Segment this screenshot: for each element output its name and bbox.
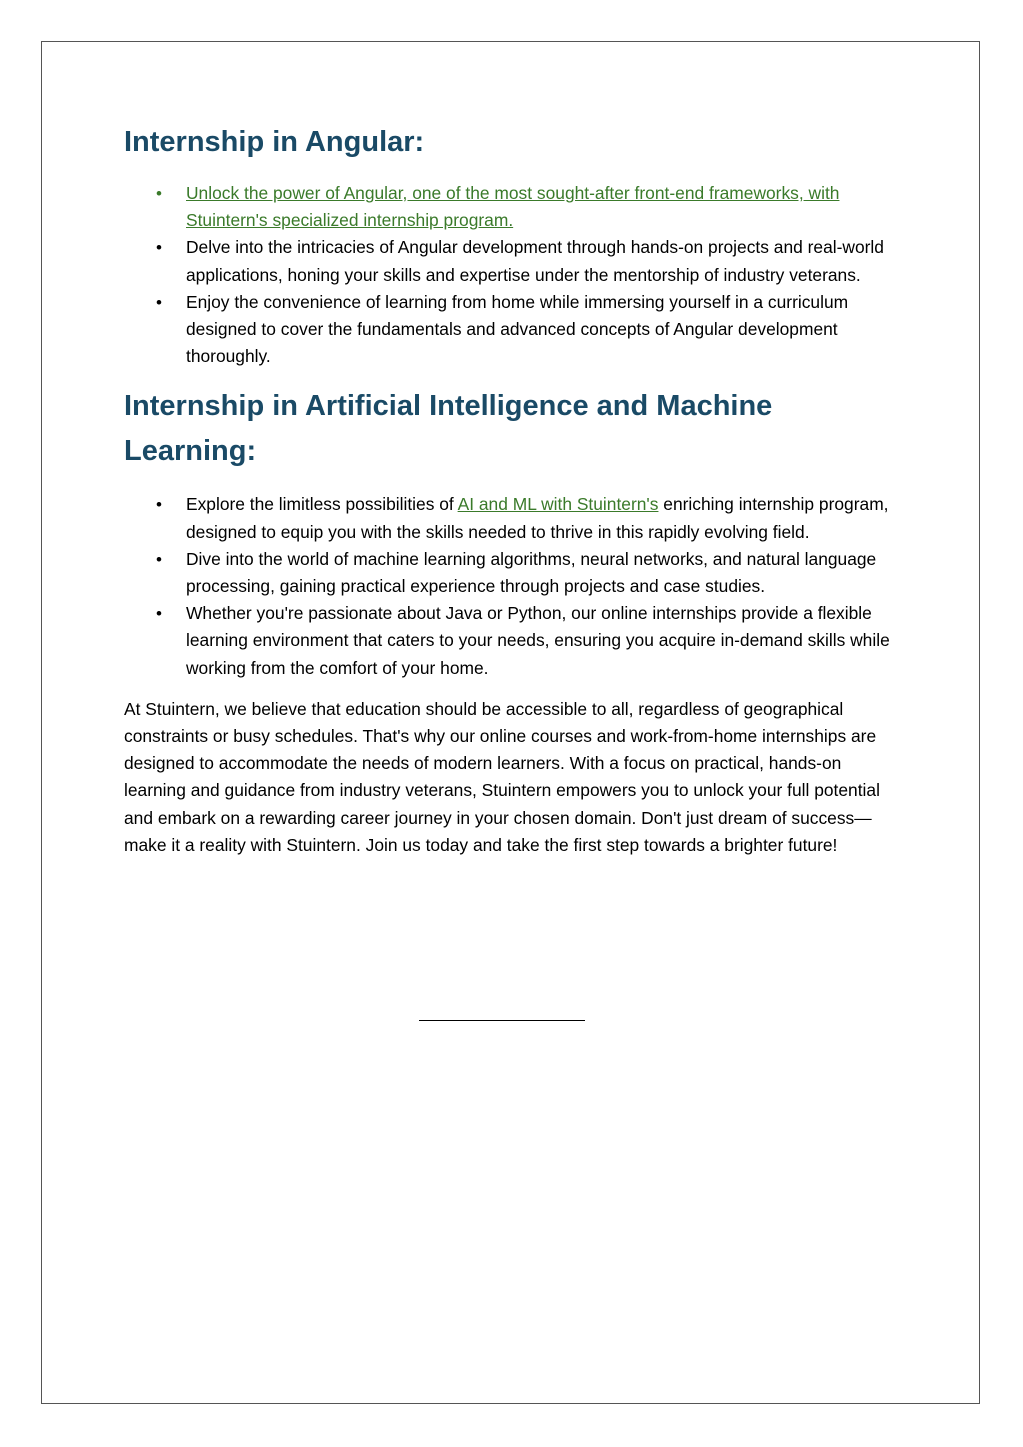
bullet-icon: • bbox=[156, 238, 162, 258]
list-item-text: Delve into the intricacies of Angular development through hands-on projects and real-world applications, honing your skills and expertise under the mentorship of industry veterans. bbox=[186, 237, 884, 285]
heading-ai-ml: Internship in Artificial Intelligence and Machine Learning: bbox=[124, 390, 773, 468]
closing-paragraph: At Stuintern, we believe that education should be accessible to all, regardless of geographical constraints or busy schedules. That's why our online courses and work-from-home internships are designed to accommodate the needs of modern learners. With a focus on practical, hands-on learning and guidance from industry veterans, Stuintern empowers you to unlock your full potential and embark on a rewarding career journey in your chosen domain. Don't just dream of success—make it a reality with Stuintern. Join us today and take the first step towards a brighter future! bbox=[124, 698, 880, 855]
bullet-icon: • bbox=[156, 549, 162, 569]
list-item bbox=[124, 600, 904, 682]
bullet-icon: • bbox=[156, 495, 162, 515]
list-item bbox=[124, 491, 904, 545]
list-item-text: Dive into the world of machine learning algorithms, neural networks, and natural language processing, gaining practical experience through projects and case studies. bbox=[186, 548, 877, 597]
list-item-text: enriching internship program, designed to equip you with the skills needed to thrive in this rapidly evolving field. bbox=[186, 494, 889, 542]
list-item bbox=[124, 234, 904, 288]
heading-angular: Internship in Angular: bbox=[124, 126, 425, 158]
list-item-text: Enjoy the convenience of learning from home while immersing yourself in a curriculum designed to cover the fundamentals and advanced concepts of Angular development thoroughly. bbox=[186, 291, 849, 367]
document-body bbox=[124, 120, 904, 859]
angular-bullet-list bbox=[124, 180, 904, 370]
list-item-text: Whether you're passionate about Java or Python, our online internships provide a flexible learning environment that caters to your needs, ensuring you acquire in-demand skills while working from the comfort of your home. bbox=[186, 603, 890, 678]
list-item bbox=[124, 546, 904, 600]
list-item bbox=[124, 180, 904, 234]
list-item-text: Explore the limitless possibilities of bbox=[186, 494, 458, 515]
list-item bbox=[124, 289, 904, 371]
footnote-separator bbox=[419, 1020, 585, 1021]
angular-program-link[interactable]: Unlock the power of Angular, one of the most sought-after front-end frameworks, with Stuintern's specialized internship program. bbox=[186, 183, 840, 231]
bullet-icon: • bbox=[156, 604, 162, 624]
ai-ml-bullet-list bbox=[124, 491, 904, 681]
bullet-icon: • bbox=[156, 184, 162, 203]
ai-ml-link[interactable]: AI and ML with Stuintern's bbox=[457, 494, 659, 515]
bullet-icon: • bbox=[156, 292, 162, 312]
